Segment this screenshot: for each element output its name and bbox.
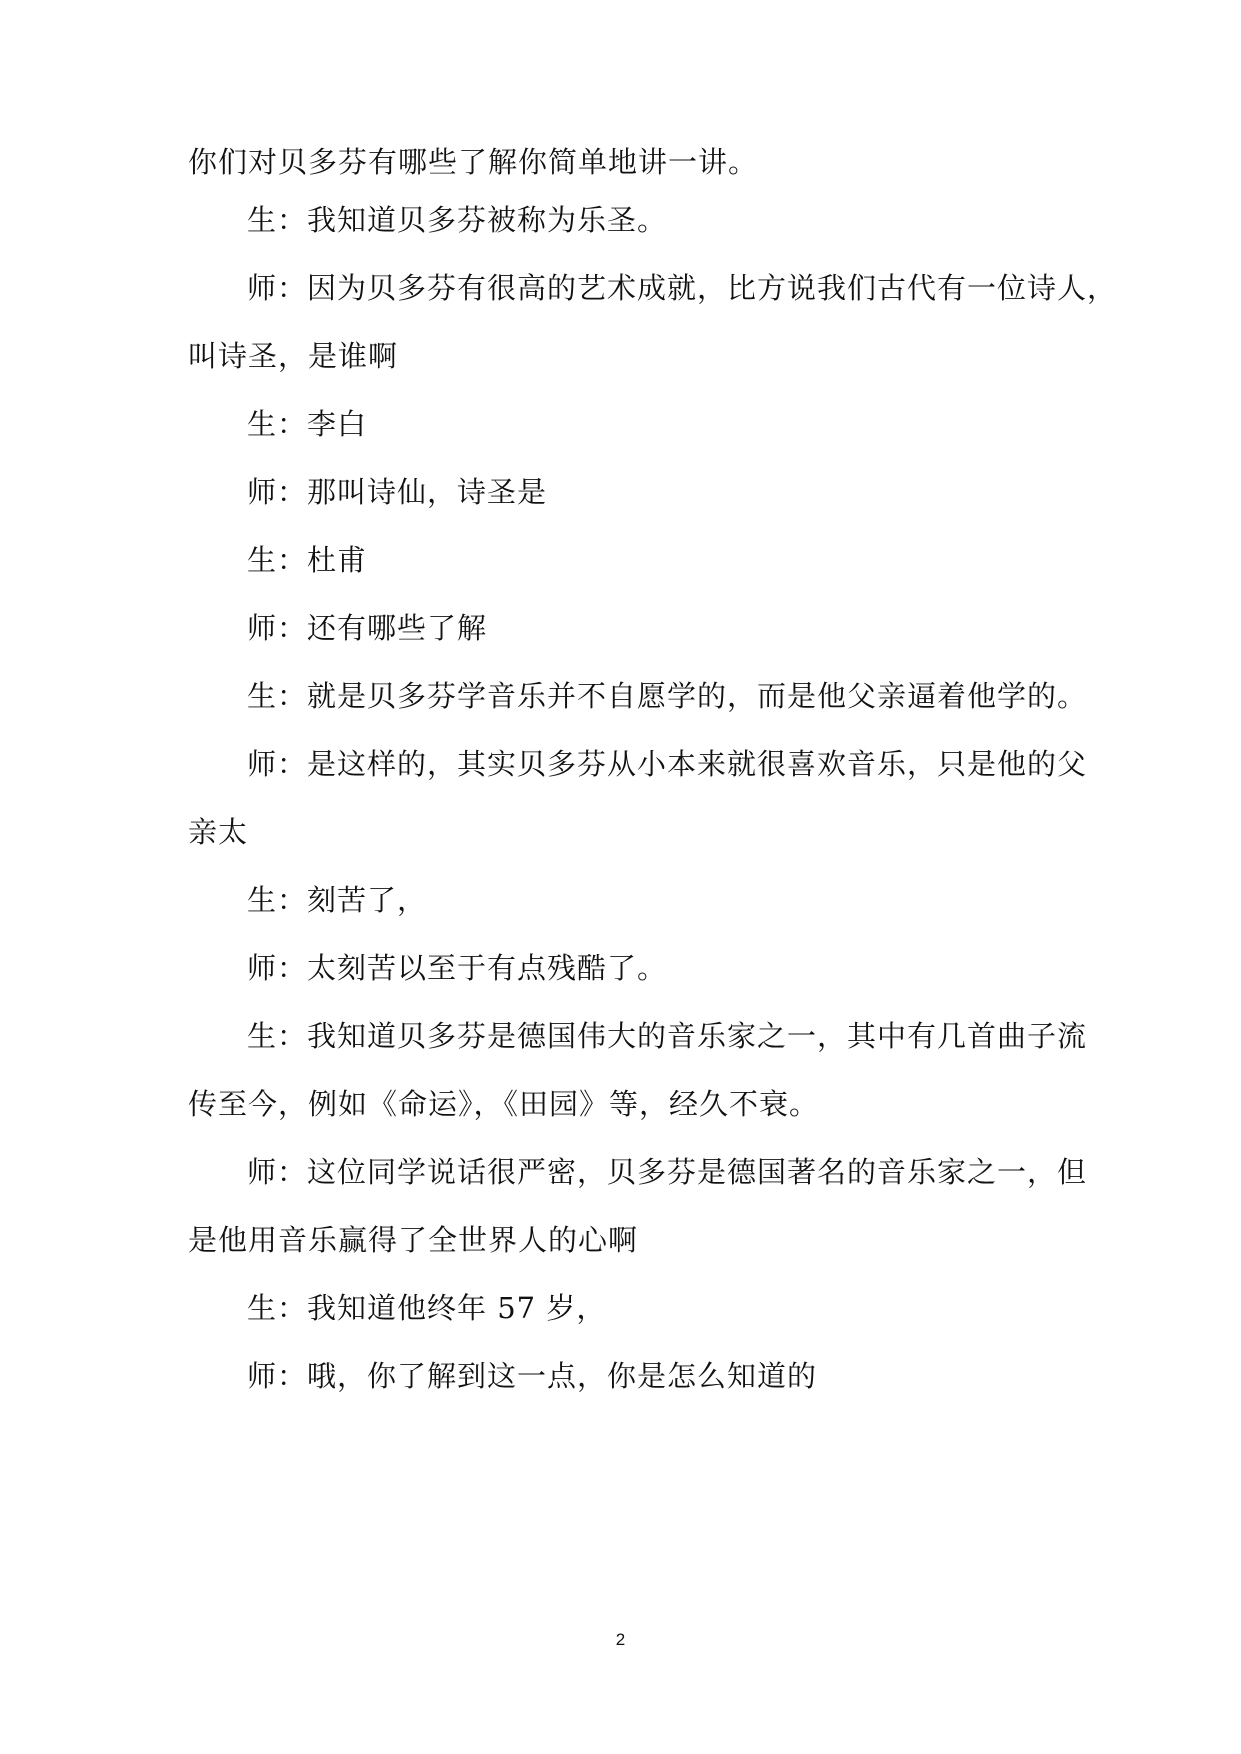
text-line: 生：我知道贝多芬被称为乐圣。 (247, 203, 668, 237)
text-line: 叫诗圣，是谁啊 (188, 339, 399, 373)
text-line: 生：杜甫 (247, 543, 368, 577)
text-line: 师：是这样的，其实贝多芬从小本来就很喜欢音乐，只是他的父 (247, 747, 1088, 781)
text-line: 师：哦，你了解到这一点，你是怎么知道的 (247, 1359, 818, 1393)
text-line: 是他用音乐赢得了全世界人的心啊 (188, 1223, 639, 1257)
page-number: 2 (615, 1630, 626, 1649)
text-line: 你们对贝多芬有哪些了解你简单地讲一讲。 (188, 145, 759, 179)
text-line: 生：我知道他终年 57 岁， (247, 1291, 607, 1325)
text-line: 师：太刻苦以至于有点残酷了。 (247, 951, 668, 985)
text-line: 师：那叫诗仙，诗圣是 (247, 475, 548, 509)
text-line: 师：还有哪些了解 (247, 611, 488, 645)
text-line: 师：这位同学说话很严密，贝多芬是德国著名的音乐家之一，但 (247, 1155, 1088, 1189)
text-line: 生：刻苦了， (247, 883, 428, 917)
text-line: 亲太 (188, 815, 249, 849)
text-line: 生：李白 (247, 407, 368, 441)
text-line: 传至今，例如《命运》，《田园》等，经久不衰。 (188, 1087, 820, 1121)
text-line: 生：就是贝多芬学音乐并不自愿学的，而是他父亲逼着他学的。 (247, 679, 1088, 713)
text-line: 师：因为贝多芬有很高的艺术成就，比方说我们古代有一位诗人， (247, 271, 1118, 305)
text-line: 生：我知道贝多芬是德国伟大的音乐家之一，其中有几首曲子流 (247, 1019, 1088, 1053)
